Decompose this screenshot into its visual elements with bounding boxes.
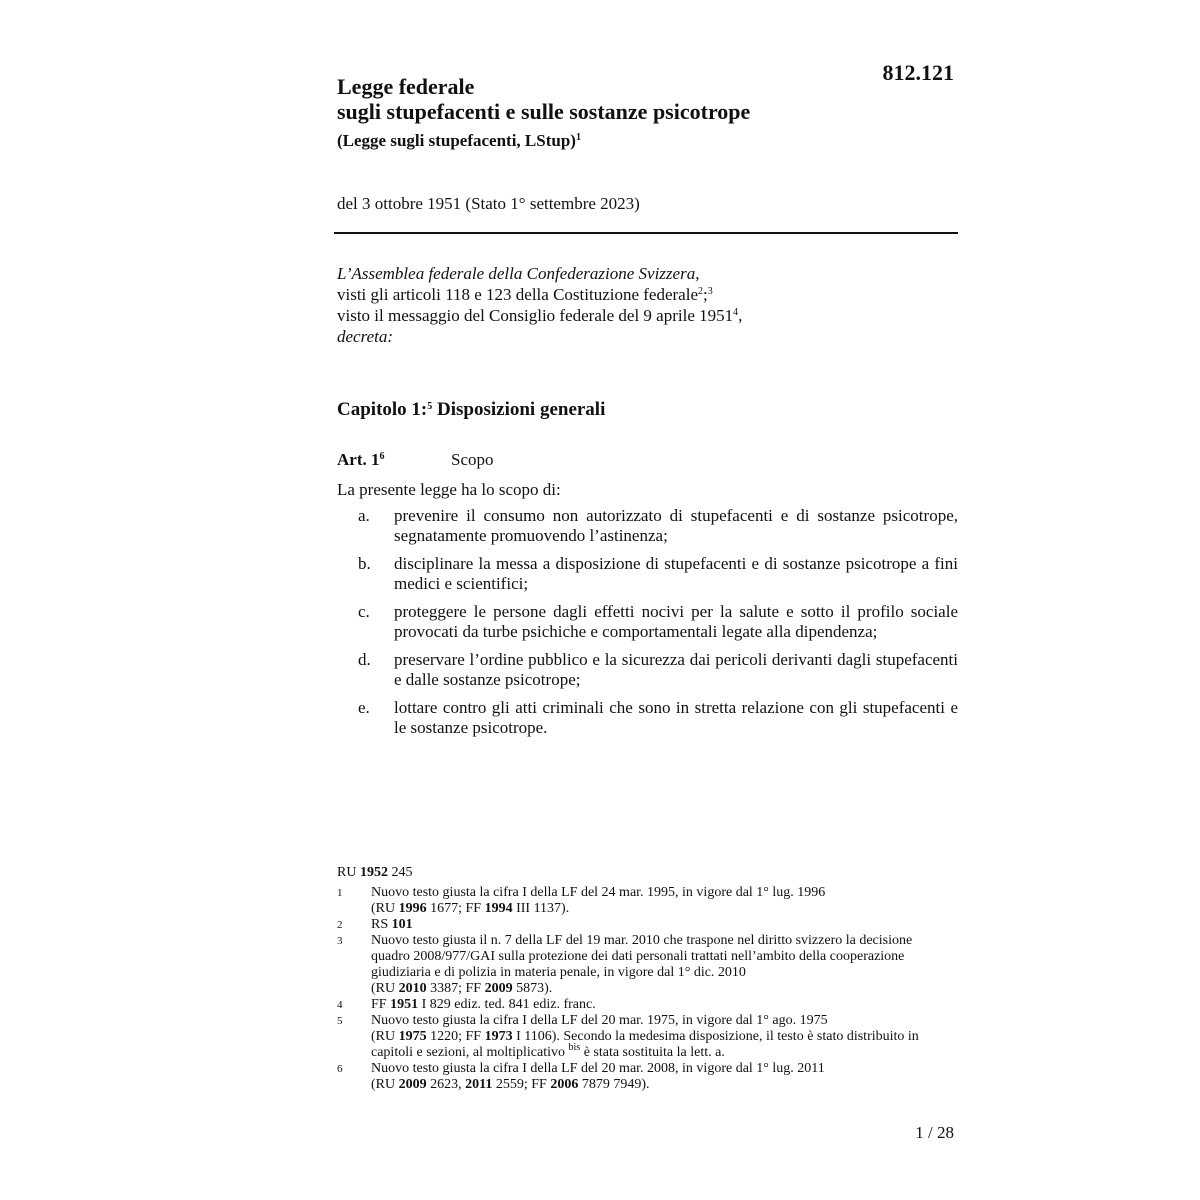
ru-year: 1952	[359, 865, 388, 880]
list-item	[358, 650, 958, 689]
fn-text: I 1106). Secondo la medesima disposizione, il testo è stato distribuito in capitoli e sezioni, al moltiplicativo	[371, 1029, 919, 1060]
page-number: 1 / 28	[915, 1123, 954, 1142]
footnote-5	[337, 1013, 937, 1061]
fn-text: FF	[371, 997, 391, 1012]
fn-bold: 2011	[465, 1077, 493, 1092]
footnote-text	[371, 997, 937, 1013]
list-item-letter: c.	[358, 602, 370, 621]
fn-text: 7879 7949).	[578, 1077, 650, 1092]
list-item	[358, 602, 958, 641]
fn-text: 2559; FF	[492, 1077, 551, 1092]
list-item-letter: e.	[358, 698, 370, 717]
footnote-number: 6	[337, 1063, 343, 1075]
fn-text: (RU	[371, 1077, 399, 1092]
preamble	[337, 263, 957, 347]
preamble-constitution	[337, 284, 957, 305]
preamble-constitution-text: visti gli articoli 118 e 123 della Costituzione federale	[337, 285, 698, 304]
ru-prefix: RU	[337, 865, 357, 880]
fn-bold: 2010	[398, 981, 427, 996]
preamble-separator: ;	[703, 285, 708, 304]
fn-text: Nuovo testo giusta la cifra I della LF del 20 mar. 2008, in vigore dal 1° lug. 2011	[371, 1061, 825, 1076]
list-item-text: lottare contro gli atti criminali che sono in stretta relazione con gli stupefacenti e le sostanze psicotrope.	[394, 698, 958, 737]
fn-text: è stata sostituita la lett. a.	[580, 1045, 725, 1060]
footnote-ref-3[interactable]: 3	[707, 286, 713, 297]
list-item-text: disciplinare la messa a disposizione di stupefacenti e di sostanze psicotrope a fini medici e scientifici;	[394, 554, 958, 593]
footnote-3	[337, 933, 937, 997]
fn-bold: 1975	[398, 1029, 427, 1044]
fn-text: (RU	[371, 901, 399, 916]
law-date: del 3 ottobre 1951 (Stato 1° settembre 2023)	[337, 194, 640, 213]
footnote-number: 1	[337, 887, 343, 899]
footnote-text	[371, 1013, 937, 1061]
article-intro: La presente legge ha lo scopo di:	[337, 480, 561, 499]
fn-bold: 1994	[484, 901, 513, 916]
fn-text: Nuovo testo giusta la cifra I della LF del 20 mar. 1975, in vigore dal 1° ago. 1975	[371, 1013, 828, 1028]
footnote-text	[371, 917, 937, 933]
header-divider	[334, 232, 958, 234]
footnote-text	[371, 885, 937, 917]
footnote-text	[371, 1061, 937, 1093]
footnote-ref-6[interactable]: 6	[379, 451, 385, 462]
footnote-ref-2[interactable]: 2	[698, 286, 703, 297]
list-item-text: proteggere le persone dagli effetti nocivi per la salute e sotto il profilo sociale provocati da turbe psichiche e comportamentali legate alla dipendenza;	[394, 602, 958, 641]
footnote-ref-1[interactable]: 1	[575, 132, 581, 143]
article-list	[358, 506, 958, 746]
fn-text: 5873).	[512, 981, 553, 996]
footnote-number: 5	[337, 1015, 343, 1027]
ru-reference	[337, 865, 937, 881]
list-item-letter: b.	[358, 554, 371, 573]
preamble-assembly: L’Assemblea federale della Confederazione Svizzera,	[337, 264, 700, 283]
footnote-number: 3	[337, 935, 343, 947]
fn-text: RS	[371, 917, 392, 932]
title-line-1: Legge federale	[337, 74, 475, 99]
article-number: Art. 1	[337, 450, 380, 469]
fn-bold: 2006	[550, 1077, 579, 1092]
footnote-text	[371, 933, 937, 997]
fn-text: (RU	[371, 1029, 399, 1044]
footnote-number: 4	[337, 999, 343, 1011]
footnote-4	[337, 997, 937, 1013]
article-heading	[337, 449, 494, 470]
fn-bold: 1996	[398, 901, 427, 916]
preamble-message-text: visto il messaggio del Consiglio federale del 9 aprile 1951	[337, 306, 734, 325]
sr-number: 812.121	[882, 60, 954, 85]
fn-bold: 2009	[484, 981, 513, 996]
fn-text: 3387; FF	[426, 981, 485, 996]
article-number-wrap	[337, 449, 451, 470]
fn-text: Nuovo testo giusta il n. 7 della LF del 19 mar. 2010 che traspone nel diritto svizzero la decisione quadro 2008/977/GAI sulla protezione dei dati personali trattati nell’ambito della cooperazione giudiziaria e di polizia in materia penale, in vigore dal 1° dic. 2010	[371, 933, 913, 980]
footnotes	[337, 865, 937, 1093]
chapter-heading	[337, 398, 605, 422]
chapter-title: Disposizioni generali	[437, 399, 606, 420]
fn-superscript: bis	[568, 1042, 581, 1053]
fn-text: Nuovo testo giusta la cifra I della LF del 24 mar. 1995, in vigore dal 1° lug. 1996	[371, 885, 826, 900]
list-item-text: preservare l’ordine pubblico e la sicurezza dai pericoli derivanti dagli stupefacenti e dalle sostanze psicotrope;	[394, 650, 958, 689]
fn-text: 1220; FF	[426, 1029, 485, 1044]
chapter-label: Capitolo 1:	[337, 399, 428, 420]
footnote-ref-4[interactable]: 4	[733, 307, 739, 318]
fn-bold: 2009	[398, 1077, 427, 1092]
preamble-comma: ,	[738, 306, 743, 325]
fn-bold: 1973	[484, 1029, 513, 1044]
footnote-2	[337, 917, 937, 933]
footnote-1	[337, 885, 937, 917]
fn-text: (RU	[371, 981, 399, 996]
fn-text: 1677; FF	[426, 901, 485, 916]
footnote-number: 2	[337, 919, 343, 931]
list-item	[358, 698, 958, 737]
footnote-ref-5[interactable]: 5	[427, 401, 433, 412]
fn-text: 2623,	[426, 1077, 466, 1092]
footnote-6	[337, 1061, 937, 1093]
list-item	[358, 506, 958, 545]
short-title	[337, 130, 581, 152]
preamble-message	[337, 305, 957, 326]
list-item-text: prevenire il consumo non autorizzato di stupefacenti e di sostanze psicotrope, segnatamente promuovendo l’astinenza;	[394, 506, 958, 545]
preamble-decree: decreta:	[337, 327, 394, 346]
fn-text: I 829 ediz. ted. 841 ediz. franc.	[418, 997, 596, 1012]
list-item	[358, 554, 958, 593]
ru-page: 245	[391, 865, 413, 880]
list-item-letter: a.	[358, 506, 370, 525]
fn-bold: 101	[391, 917, 413, 932]
title-line-2: sugli stupefacenti e sulle sostanze psicotrope	[337, 99, 751, 124]
short-title-text: (Legge sugli stupefacenti, LStup)	[337, 131, 576, 150]
article-title: Scopo	[451, 450, 494, 469]
fn-bold: 1951	[390, 997, 419, 1012]
fn-text: III 1137).	[512, 901, 570, 916]
list-item-letter: d.	[358, 650, 371, 669]
